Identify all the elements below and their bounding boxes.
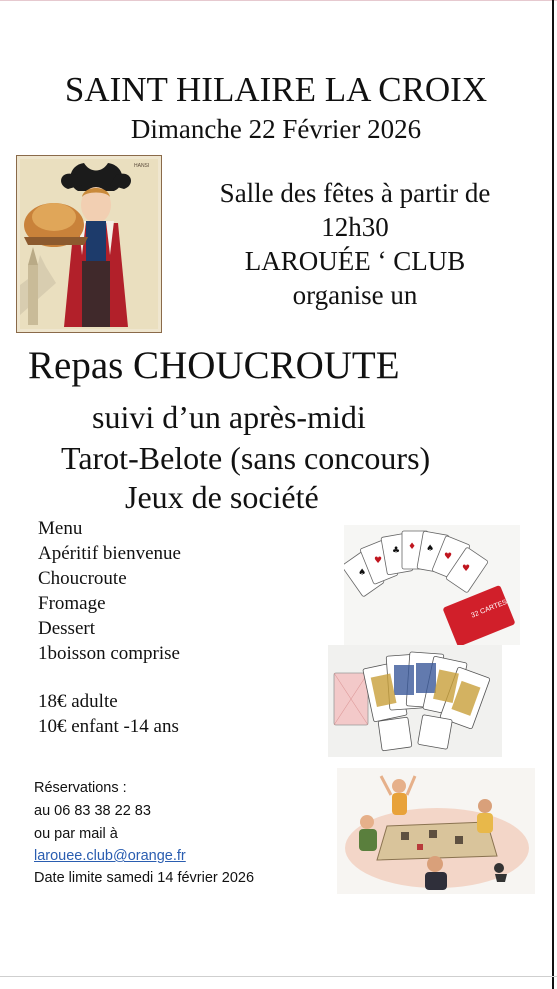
svg-text:♥: ♥ [374,556,383,566]
afternoon-line: suivi d’un après-midi [92,399,366,435]
bottom-border-line [0,976,557,977]
price-adult: 18€ adulte [38,691,118,712]
reservation-email-link[interactable]: larouee.club@orange.fr [34,848,186,864]
reservations-label: Réservations : [34,780,127,796]
venue-line-1: Salle des fêtes à partir de [219,178,491,208]
venue-line-3: LAROUÉE ‘ CLUB [244,246,466,276]
svg-text:♣: ♣ [392,546,401,556]
venue-line-4: organise un [292,280,418,310]
menu-item: 1boisson comprise [38,643,180,664]
venue-line-2: 12h30 [321,212,389,242]
reservation-phone: au 06 83 38 22 83 [34,803,151,819]
right-border-line [552,0,554,989]
tarot-cards-image [328,645,502,757]
svg-text:♥: ♥ [462,564,471,574]
players-illustration [337,768,535,894]
menu-item: Dessert [38,618,95,639]
alsatian-girl-illustration [16,155,162,333]
menu-item: Apéritif bienvenue [38,543,181,564]
top-border-line [0,0,557,1]
menu-heading: Menu [38,518,83,539]
price-child: 10€ enfant -14 ans [38,716,179,737]
board-games-line: Jeux de société [125,479,319,515]
svg-text:♠: ♠ [426,544,435,554]
meal-heading: Repas CHOUCROUTE [28,344,400,387]
reservation-deadline: Date limite samedi 14 février 2026 [34,870,255,886]
svg-text:♦: ♦ [408,542,417,552]
reservation-or-mail: ou par mail à [34,826,118,842]
svg-text:♠: ♠ [358,568,367,578]
card-box-label: 32 CARTES [470,598,509,620]
card-games-line: Tarot-Belote (sans concours) [61,440,431,476]
svg-text:♥: ♥ [444,552,453,562]
playing-cards-image [344,525,520,645]
poster-signature: HANSI [134,163,150,169]
event-date: Dimanche 22 Février 2026 [130,114,422,144]
menu-item: Fromage [38,593,106,614]
town-title: SAINT HILAIRE LA CROIX [64,70,488,109]
menu-item: Choucroute [38,568,127,589]
